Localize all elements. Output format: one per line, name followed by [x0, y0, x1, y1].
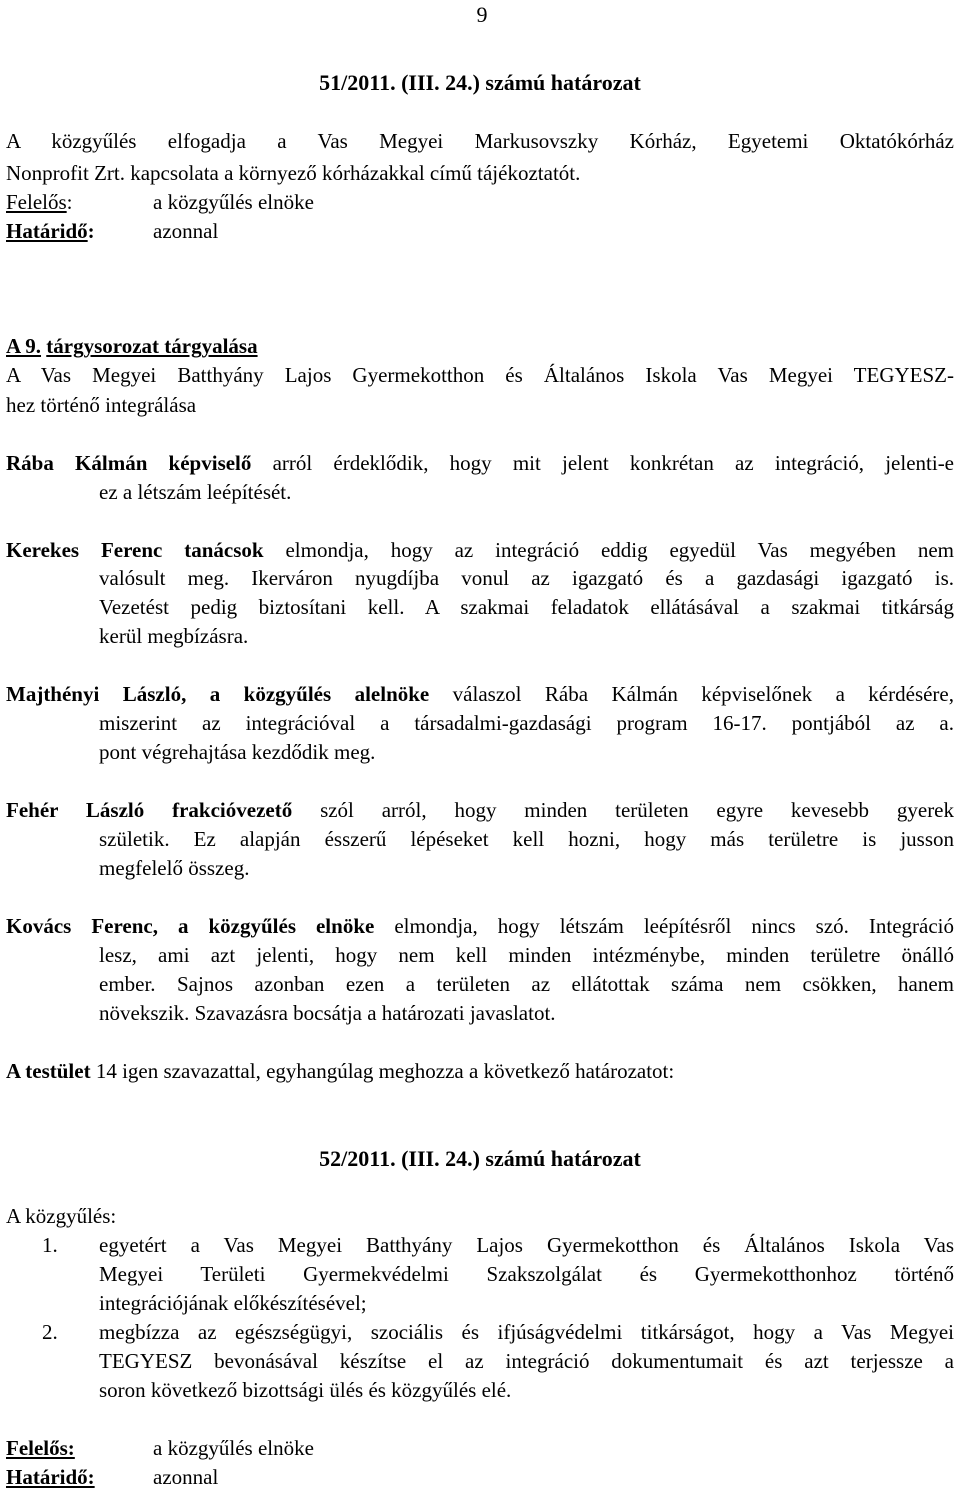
- agenda-subject-line-2: hez történő integrálása: [6, 393, 197, 417]
- res51-felelos-label: Felelős:: [6, 190, 73, 214]
- res52-felelos-label: Felelős:: [6, 1436, 75, 1460]
- p3-line-2: miszerint az integrációval a társadalmi-gazdasági program 16-17. pontjából az a.: [99, 711, 954, 735]
- item-1-number: 1.: [42, 1233, 58, 1257]
- p4-line-2: születik. Ez alapján ésszerű lépéseket kell hozni, hogy más területre is jusson: [99, 827, 954, 851]
- p4-line-1: Fehér László frakcióvezető szól arról, hogy minden területen egyre kevesebb gyerek: [6, 798, 955, 822]
- vote-sentence: A testület 14 igen szavazattal, egyhangúlag meghozza a következő határozatot:: [6, 1059, 675, 1083]
- res51-hatarido-value: azonnal: [153, 219, 219, 243]
- res52-felelos-value: a közgyűlés elnöke: [153, 1436, 314, 1460]
- item-1-line-1: egyetért a Vas Megyei Batthyány Lajos Gyermekotthon és Általános Iskola Vas: [99, 1233, 954, 1257]
- p4-line-3: megfelelő összeg.: [99, 856, 250, 880]
- page-number: 9: [476, 2, 488, 27]
- item-1-line-2: Megyei Területi Gyermekvédelmi Szakszolgálat és Gyermekotthonhoz történő: [99, 1262, 954, 1286]
- agenda-item-heading: A 9. tárgysorozat tárgyalása: [6, 334, 258, 358]
- p2-line-2: valósult meg. Ikerváron nyugdíjba vonul az igazgató és a gazdasági igazgató is.: [99, 566, 954, 590]
- p1-line-1: Rába Kálmán képviselő arról érdeklődik, hogy mit jelent konkrétan az integráció, jelenti-e: [6, 451, 955, 475]
- p5-line-2: lesz, ami azt jelenti, hogy nem kell minden intézménybe, minden területre önálló: [99, 943, 954, 967]
- p3-line-1: Majthényi László, a közgyűlés alelnöke válaszol Rába Kálmán képviselőnek a kérdésére,: [6, 682, 954, 706]
- item-2-line-2: TEGYESZ bevonásával készítse el az integráció dokumentumait és azt terjessze a: [99, 1349, 954, 1373]
- res51-felelos-value: a közgyűlés elnöke: [153, 190, 314, 214]
- resolution-52-intro: A közgyűlés:: [6, 1204, 117, 1228]
- agenda-subject-line-1: A Vas Megyei Batthyány Lajos Gyermekotthon és Általános Iskola Vas Megyei TEGYESZ-: [6, 363, 954, 387]
- p2-line-4: kerül megbízásra.: [99, 624, 249, 648]
- item-2-line-1: megbízza az egészségügyi, szociális és ifjúságvédelmi titkárságot, hogy a Vas Megyei: [99, 1320, 954, 1344]
- p5-line-1: Kovács Ferenc, a közgyűlés elnöke elmondja, hogy létszám leépítésről nincs szó. Integráció: [6, 914, 954, 938]
- resolution-51-text-line-2: Nonprofit Zrt. kapcsolata a környező kórházakkal című tájékoztatót.: [6, 161, 581, 185]
- p5-line-4: növekszik. Szavazásra bocsátja a határozati javaslatot.: [99, 1001, 556, 1025]
- item-2-number: 2.: [42, 1320, 58, 1344]
- p5-line-3: ember. Sajnos azonban ezen a területen az ellátottak száma nem csökken, hanem: [99, 972, 954, 996]
- res52-hatarido-value: azonnal: [153, 1465, 219, 1489]
- p2-line-3: Vezetést pedig biztosítani kell. A szakmai feladatok ellátásával a szakmai titkárság: [99, 595, 954, 619]
- resolution-51-title: 51/2011. (III. 24.) számú határozat: [319, 70, 641, 95]
- res51-hatarido-label: Határidő:: [6, 219, 95, 243]
- p1-line-2: ez a létszám leépítését.: [99, 480, 292, 504]
- p3-line-3: pont végrehajtása kezdődik meg.: [99, 740, 376, 764]
- p2-line-1: Kerekes Ferenc tanácsok elmondja, hogy az integráció eddig egyedül Vas megyében nem: [6, 538, 954, 562]
- resolution-51-text-line-1: A közgyűlés elfogadja a Vas Megyei Markusovszky Kórház, Egyetemi Oktatókórház: [6, 129, 954, 153]
- item-1-line-3: integrációjának előkészítésével;: [99, 1291, 367, 1315]
- res52-hatarido-label: Határidő:: [6, 1465, 95, 1489]
- resolution-52-title: 52/2011. (III. 24.) számú határozat: [319, 1146, 641, 1171]
- item-2-line-3: soron következő bizottsági ülés és közgyűlés elé.: [99, 1378, 512, 1402]
